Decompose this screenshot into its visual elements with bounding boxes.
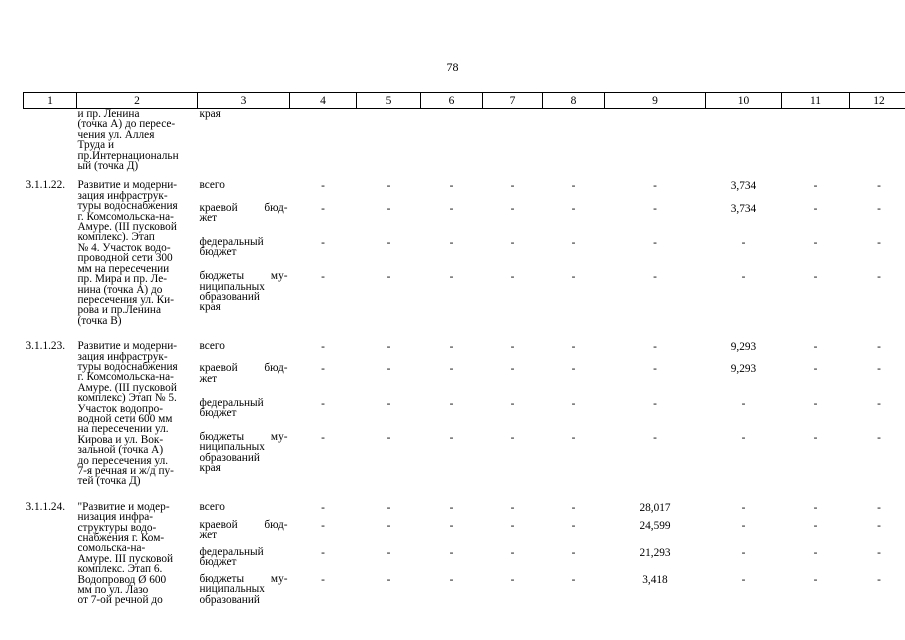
measure-name-line: пересечения ул. Ки- <box>77 293 174 306</box>
funding-source <box>198 520 290 547</box>
value-cell-col-8: - <box>571 341 576 354</box>
value-cell-col-4: - <box>321 180 325 193</box>
table-body <box>24 109 905 612</box>
value-cell-col-6: - <box>449 271 454 284</box>
funding-source-line: края <box>199 462 221 475</box>
value-cell-col-7: - <box>510 546 515 559</box>
value-cell-col-12: - <box>877 546 881 559</box>
value-cell-col-12: - <box>877 202 881 215</box>
value-cell-col-4: - <box>321 431 325 444</box>
value-cell-col-5: - <box>386 236 391 249</box>
value-cell-col-7: - <box>510 236 515 249</box>
table-row <box>24 180 905 202</box>
funding-source-line: края <box>199 108 221 120</box>
header-row <box>24 93 905 109</box>
measure-name <box>77 180 198 332</box>
value-cell-col-11: - <box>813 574 818 586</box>
funding-source-line: образований <box>199 291 260 304</box>
value-cell-col-8: - <box>571 519 576 532</box>
funding-source-line: краевой бюд- <box>199 362 288 375</box>
funding-source <box>198 547 290 574</box>
measure-name-line: нина (точка А) до <box>77 283 163 296</box>
value-cell-col-8: - <box>571 202 576 215</box>
value-cell-col-4: - <box>321 501 325 514</box>
value-cell-col-6: - <box>449 341 454 354</box>
value-cell-col-10: - <box>741 271 746 284</box>
column-header-10: 10 <box>706 93 782 109</box>
value-cell-col-9: - <box>653 363 657 376</box>
column-header-5: 5 <box>357 93 421 109</box>
funding-source-line: краевой бюд- <box>199 518 288 531</box>
column-header-3: 3 <box>198 93 290 109</box>
funding-source <box>198 432 290 493</box>
measure-name-line: Труда и <box>77 139 115 152</box>
value-cell-col-5: - <box>386 397 391 410</box>
value-cell-col-8: - <box>571 363 576 376</box>
measure-code: 3.1.1.24. <box>25 500 66 513</box>
column-header-8: 8 <box>543 93 605 109</box>
value-cell-col-4: - <box>321 236 325 249</box>
measure-name-line: 7-я речная и ж/д пу- <box>77 465 174 477</box>
value-cell-col-11: - <box>813 363 818 376</box>
funding-source-line: федеральный <box>199 396 264 409</box>
measure-name-line: рова и пр.Ленина <box>77 304 161 317</box>
funding-source-line: жет <box>199 372 218 385</box>
value-cell-col-10: 9,293 <box>730 341 757 354</box>
value-cell-col-11: - <box>813 202 818 215</box>
value-cell-col-12: - <box>877 363 881 376</box>
measure-name-line: на пересечении ул. <box>77 423 169 436</box>
value-cell-col-12: - <box>877 431 881 444</box>
measure-name-line: (точка А) до пересе- <box>77 118 176 131</box>
value-cell-col-8: - <box>571 574 576 586</box>
value-cell-col-12: - <box>877 397 881 410</box>
value-cell-col-11: - <box>813 501 818 514</box>
value-cell-col-10: 3,734 <box>730 180 757 193</box>
value-cell-col-12: - <box>877 574 881 586</box>
measure-name-line: зация инфраструк- <box>77 350 168 363</box>
value-cell-col-9: - <box>653 202 657 215</box>
funding-source-line: федеральный <box>199 545 264 558</box>
funding-source-line: всего <box>199 500 225 513</box>
funding-source <box>198 574 290 612</box>
value-cell-col-10: - <box>741 501 746 514</box>
column-header-9: 9 <box>605 93 706 109</box>
measure-name-line: № 4. Участок водо- <box>77 241 171 254</box>
value-cell-col-4: - <box>321 397 325 410</box>
value-cell-col-5: - <box>386 271 391 284</box>
funding-source-line: бюджет <box>199 556 237 569</box>
value-cell-col-12: - <box>877 341 881 354</box>
value-cell-col-9: - <box>653 341 657 354</box>
value-cell-col-8: - <box>571 546 576 559</box>
value-cell-col-5: - <box>386 341 391 354</box>
value-cell-col-10: 9,293 <box>730 363 757 376</box>
measure-name-line: сомольска-на- <box>77 542 146 555</box>
value-cell-col-9: - <box>653 236 657 249</box>
table-row <box>24 341 905 363</box>
measure-name-line: "Развитие и модер- <box>77 500 170 513</box>
measure-name-line: структуры водо- <box>77 521 157 534</box>
funding-source-line: бюджеты му- <box>199 270 288 283</box>
value-cell-col-8: - <box>571 501 576 514</box>
measure-name-line: тей (точка Д) <box>77 475 141 488</box>
table-row <box>24 502 905 520</box>
column-header-7: 7 <box>483 93 543 109</box>
value-cell-col-4: - <box>321 202 325 215</box>
funding-source <box>198 502 290 520</box>
measure-name-line: комплекс). Этап <box>77 231 155 244</box>
value-cell-col-6: - <box>449 546 454 559</box>
value-cell-col-7: - <box>510 202 515 215</box>
measure-name-line: Развитие и модерни- <box>77 179 178 192</box>
funding-source-line: ниципальных <box>199 441 265 454</box>
column-header-6: 6 <box>421 93 483 109</box>
value-cell-col-8: - <box>571 397 576 410</box>
value-cell-col-5: - <box>386 574 391 586</box>
measure-name-line: мм на пересечении <box>77 262 170 275</box>
value-cell-col-9: 28,017 <box>639 501 671 514</box>
funding-source-line: всего <box>199 179 225 192</box>
value-cell-col-6: - <box>449 202 454 215</box>
value-cell-col-9: - <box>653 180 657 193</box>
value-cell-col-10: - <box>741 431 746 444</box>
measure-name-line: Амуре. (III пусковой <box>77 381 177 394</box>
value-cell-col-11: - <box>813 431 818 444</box>
measure-name-line: Развитие и модерни- <box>77 340 178 353</box>
funding-source-line: жет <box>199 528 218 541</box>
funding-source <box>198 341 290 363</box>
funding-source <box>198 237 290 271</box>
value-cell-col-5: - <box>386 519 391 532</box>
funding-source <box>198 203 290 237</box>
funding-source-line: жет <box>199 212 218 225</box>
measure-name-line: Амуре. (III пусковой <box>77 221 177 234</box>
measure-name-line: и пр. Ленина <box>77 108 140 120</box>
value-cell-col-12: - <box>877 501 881 514</box>
value-cell-col-4: - <box>321 574 325 586</box>
measure-name <box>77 502 198 612</box>
value-cell-col-6: - <box>449 431 454 444</box>
measure-name-line: ый (точка Д) <box>77 160 139 173</box>
value-cell-col-10: - <box>741 236 746 249</box>
funding-source-line: всего <box>199 340 225 353</box>
value-cell-col-6: - <box>449 519 454 532</box>
value-cell-col-5: - <box>386 202 391 215</box>
column-header-12: 12 <box>850 93 905 109</box>
value-cell-col-10: - <box>741 397 746 410</box>
funding-source-line: бюджет <box>199 407 237 420</box>
value-cell-col-11: - <box>813 236 818 249</box>
measure-name-line: зальной (точка А) <box>77 444 164 457</box>
measure-code: 3.1.1.23. <box>25 340 66 353</box>
funding-source-line: бюджеты му- <box>199 430 288 443</box>
value-cell-col-11: - <box>813 271 818 284</box>
value-cell-col-5: - <box>386 546 391 559</box>
measure-name-line: г. Комсомольска-на- <box>77 210 174 223</box>
measure-name-line: туры водоснабжения <box>77 200 178 213</box>
value-cell-col-7: - <box>510 574 515 586</box>
value-cell-col-4: - <box>321 271 325 284</box>
column-header-4: 4 <box>290 93 357 109</box>
value-cell-col-11: - <box>813 180 818 193</box>
value-cell-col-11: - <box>813 546 818 559</box>
value-cell-col-6: - <box>449 180 454 193</box>
value-cell-col-4: - <box>321 341 325 354</box>
value-cell-col-11: - <box>813 519 818 532</box>
value-cell-col-7: - <box>510 397 515 410</box>
measure-name-line: Водопровод Ø 600 <box>77 573 167 586</box>
value-cell-col-7: - <box>510 271 515 284</box>
value-cell-col-10: - <box>741 519 746 532</box>
value-cell-col-7: - <box>510 431 515 444</box>
funding-source <box>198 271 290 332</box>
value-cell-col-4: - <box>321 546 325 559</box>
value-cell-col-12: - <box>877 519 881 532</box>
value-cell-col-6: - <box>449 236 454 249</box>
measure-name-line: мм по ул. Лазо <box>77 584 149 597</box>
measure-name-line: комплекс) Этап № 5. <box>77 392 177 405</box>
value-cell-col-6: - <box>449 574 454 586</box>
value-cell-col-4: - <box>321 519 325 532</box>
measure-name-line: комплекс. Этап 6. <box>77 563 163 576</box>
value-cell-col-7: - <box>510 519 515 532</box>
value-cell-col-6: - <box>449 397 454 410</box>
measure-name-line: Амуре. III пусковой <box>77 552 174 565</box>
column-header-1: 1 <box>24 93 77 109</box>
value-cell-col-5: - <box>386 431 391 444</box>
value-cell-col-8: - <box>571 431 576 444</box>
funding-source-line: образований <box>199 593 260 606</box>
funding-source <box>198 180 290 202</box>
value-cell-col-8: - <box>571 236 576 249</box>
value-cell-col-10: - <box>741 546 746 559</box>
value-cell-col-5: - <box>386 363 391 376</box>
value-cell-col-7: - <box>510 501 515 514</box>
value-cell-col-12: - <box>877 236 881 249</box>
measure-name-line: чения ул. Аллея <box>77 128 155 141</box>
value-cell-col-4: - <box>321 363 325 376</box>
measure-name-line: пр.Интернациональн <box>77 149 179 162</box>
value-cell-col-10: 3,734 <box>730 202 757 215</box>
page-number: 78 <box>446 60 459 74</box>
measure-name-line: Кирова и ул. Вок- <box>77 433 164 446</box>
measure-name-line: проводной сети 300 <box>77 252 173 265</box>
measure-code: 3.1.1.22. <box>25 179 66 192</box>
value-cell-col-8: - <box>571 180 576 193</box>
column-header-2: 2 <box>77 93 198 109</box>
value-cell-col-11: - <box>813 341 818 354</box>
value-cell-col-7: - <box>510 363 515 376</box>
funding-source-line: края <box>199 301 221 314</box>
funding-source <box>198 363 290 397</box>
value-cell-col-5: - <box>386 501 391 514</box>
funding-source-line: бюджет <box>199 246 237 259</box>
value-cell-col-7: - <box>510 180 515 193</box>
measure-name-line: Участок водопро- <box>77 402 164 415</box>
value-cell-col-9: 24,599 <box>639 519 671 532</box>
funding-source-line: федеральный <box>199 235 264 248</box>
measure-name-line: водной сети 600 мм <box>77 412 173 425</box>
value-cell-col-9: - <box>653 397 657 410</box>
value-cell-col-12: - <box>877 180 881 193</box>
value-cell-col-9: 21,293 <box>639 546 671 559</box>
measure-name-line: пр. Мира и пр. Ле- <box>77 273 167 286</box>
measure-name-line: (точка В) <box>77 314 122 327</box>
funding-source <box>198 398 290 432</box>
value-cell-col-10: - <box>741 574 746 586</box>
value-cell-col-11: - <box>813 397 818 410</box>
value-cell-col-9: - <box>653 271 657 284</box>
value-cell-col-6: - <box>449 501 454 514</box>
measure-name-line: низация инфра- <box>77 511 154 524</box>
budget-table <box>23 92 905 612</box>
measure-name-line: до пересечения ул. <box>77 454 169 467</box>
value-cell-col-9: 3,418 <box>642 574 668 586</box>
value-cell-col-9: - <box>653 431 657 444</box>
funding-source-line: ниципальных <box>199 280 265 293</box>
funding-source-line: бюджеты му- <box>199 573 288 585</box>
measure-name-line: снабжения г. Ком- <box>77 532 165 545</box>
value-cell-col-8: - <box>571 271 576 284</box>
continuation-row <box>24 109 905 172</box>
funding-source-line: образований <box>199 451 260 464</box>
funding-source-line: краевой бюд- <box>199 201 288 214</box>
measure-name-line: зация инфраструк- <box>77 189 168 202</box>
measure-name-line: г. Комсомольска-на- <box>77 371 174 384</box>
value-cell-col-5: - <box>386 180 391 193</box>
measure-name <box>77 341 198 493</box>
measure-name-line: от 7-ой речной до <box>77 594 163 607</box>
value-cell-col-12: - <box>877 271 881 284</box>
column-header-11: 11 <box>782 93 850 109</box>
value-cell-col-6: - <box>449 363 454 376</box>
measure-name-line: туры водоснабжения <box>77 360 178 373</box>
value-cell-col-7: - <box>510 341 515 354</box>
funding-source-line: ниципальных <box>199 583 265 596</box>
